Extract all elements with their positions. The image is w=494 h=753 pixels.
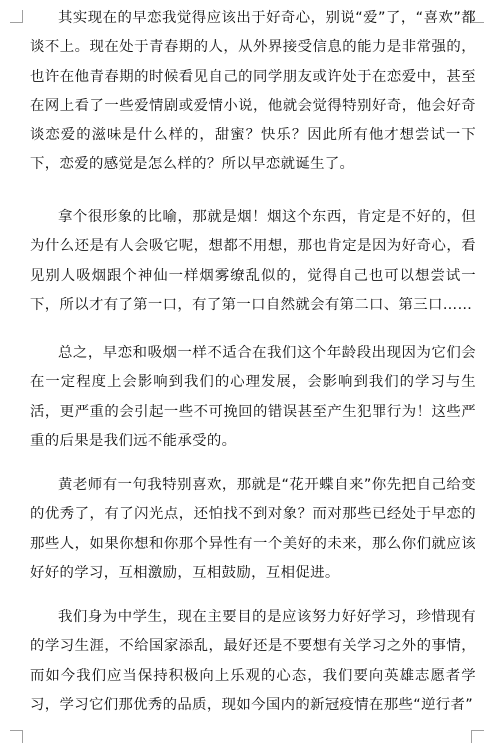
paragraph-4: 黄老师有一句我特别喜欢，那就是“花开蝶自来”你先把自己给变的优秀了，有了闪光点，还怕找不到对象？而对那些已经处于早恋的那些人，如果你想和你那个异性有一个美好的未来，那么你们就应该好好的学习，互相激励，互相鼓励，互相促进。 (30, 477, 476, 581)
paragraph-3: 总之，早恋和吸烟一样不适合在我们这个年龄段出现因为它们会在一定程度上会影响到我们的心理发展，会影响到我们的学习与生活，更严重的会引起一些不可挽回的错误甚至产生犯罪行为！这些严重的后果是我们远不能承受的。 (30, 345, 476, 449)
paragraph-2: 拿个很形象的比喻，那就是烟！烟这个东西，肯定是不好的，但为什么还是有人会吸它呢，想都不用想，那也肯定是因为好奇心，看见别人吸烟跟个神仙一样烟雾缭乱似的，觉得自己也可以想尝试一下，所以才有了第一口，有了第一口自然就会有第二口、第三口…… (30, 209, 476, 313)
paragraph-1: 其实现在的早恋我觉得应该出于好奇心，别说“爱”了，“喜欢”都谈不上。现在处于青春期的人，从外界接受信息的能力是非常强的，也许在他青春期的时候看见自己的同学朋友或许处于在恋爱中，甚至在网上看了一些爱情剧或爱情小说，他就会觉得特别好奇，他会好奇谈恋爱的滋味是什么样的，甜蜜？快乐？因此所有他才想尝试一下下，恋爱的感觉是怎么样的？所以早恋就诞生了。 (30, 10, 476, 173)
page-corner-mark-top-left (10, 10, 23, 23)
page-corner-mark-bottom-right (471, 730, 484, 743)
paragraph-5: 我们身为中学生，现在主要目的是应该努力好好学习，珍惜现有的学习生涯，不给国家添乱，最好还是不要想有关学习之外的事情，而如今我们应当保持积极向上乐观的心态，我们要向英雄志愿者学习，学习它们那优秀的品质，现如今国内的新冠疫情在那些“逆行者” (30, 609, 476, 713)
page-corner-mark-bottom-left (10, 730, 23, 743)
